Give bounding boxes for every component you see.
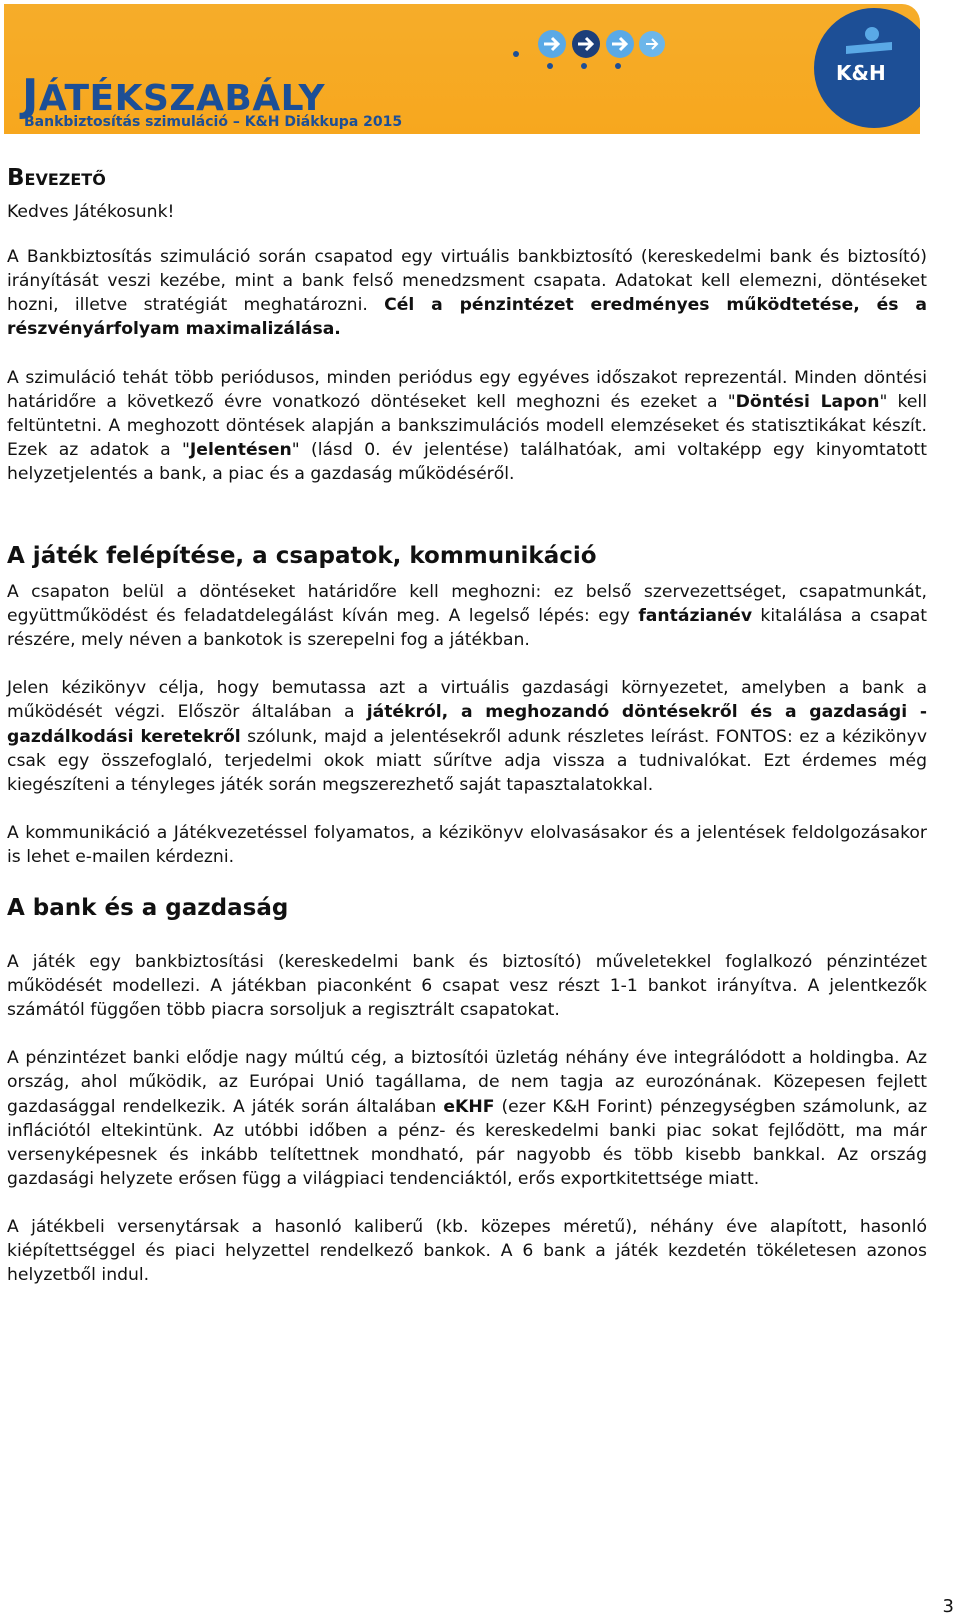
paragraph: A kommunikáció a Játékvezetéssel folyamatos, a kézikönyv elolvasásakor és a jelentések feldolgozásakor is lehet e-mailen kérdezni.: [7, 822, 927, 867]
kh-logo: [812, 4, 920, 134]
intro-section: [7, 166, 927, 486]
paragraph: A játékbeli versenytársak a hasonló kaliberű (kb. közepes méretű), néhány éve alapított, hasonló kiépítettséggel és piaci helyzettel rendelkező bankok. A 6 bank a játék kezdetén tökéletesen azonos helyzetből indul.: [7, 1216, 927, 1286]
section-game-structure: [7, 544, 927, 869]
document-subtitle: Bankbiztosítás szimuláció – K&H Diákkupa 2015: [24, 114, 403, 130]
paragraph: A csapaton belül a döntéseket határidőre kell meghozni: ez belső szervezettséget, csapatmunkát, együttműködést és feladatdelegálást kíván meg. A legelső lépés: egy fantázianév kitalálása a csapat részére, mely néven a bankotok is szerepelni fog a játékban.: [7, 582, 927, 651]
arrow-icon: [538, 30, 566, 58]
section-heading: A játék felépítése, a csapatok, kommunikáció: [7, 543, 597, 569]
arrow-icon: [639, 31, 665, 57]
paragraph: Jelen kézikönyv célja, hogy bemutassa azt a virtuális gazdasági környezetet, amelyben a bank a működését végzi. Először általában a játékról, a meghozandó döntésekről és a gazdasági - gazdálkodási keretekről szólunk, majd a jelentésekről adunk részletes leírást. FONTOS: ez a kézikönyv csak egy összefoglaló, terjedelmi okok miatt sűrítve adja vissza a tudnivalókat. Ezt érdemes még kiegészíteni a tényleges játék során megszerezhető saját tapasztalatokkal.: [7, 678, 927, 795]
small-arrow-icon: [547, 63, 621, 69]
svg-text:K&H: K&H: [836, 61, 886, 85]
section-bank-economy: [7, 896, 927, 1287]
page-number: 3: [942, 1596, 954, 1617]
arrow-icon: [572, 30, 600, 58]
greeting: Kedves Játékosunk!: [7, 202, 175, 223]
intro-paragraph-2: A szimuláció tehát több periódusos, minden periódus egy egyéves időszakot reprezentál. Minden döntési határidőre a következő évre vonatkozó döntéseket kell meghozni és ezeket a "Döntési Lapon" kell feltüntetni. A meghozott döntések alapján a bankszimulációs modell elemzéseket és statisztikákat készít. Ezek az adatok a "Jelentésen" (lásd 0. év jelentése) találhatóak, ami voltaképp egy kinyomtatott helyzetjelentés a bank, a piac és a gazdaság működéséről.: [7, 367, 927, 484]
section-heading: A bank és a gazdaság: [7, 895, 289, 921]
arrow-icon: [606, 30, 634, 58]
arrow-icons-decoration: [512, 30, 702, 74]
intro-paragraph-1: A Bankbiztosítás szimuláció során csapatod egy virtuális bankbiztosító (kereskedelmi bank és biztosító) irányítását veszi kezébe, mint a bank felső menedzsment csapata. Adatokat kell elemezni, döntéseket hozni, illetve stratégiát meghatározni. Cél a pénzintézet eredményes működtetése, és a részvényárfolyam maximalizálása.: [7, 247, 927, 340]
paragraph: A játék egy bankbiztosítási (kereskedelmi bank és biztosító) műveletekkel foglalkozó pénzintézet működését modellezi. A játékban piaconként 6 csapat vesz részt 1-1 bankot irányítva. A jelentkezők számától függően több piacra sorsoljuk a regisztrált csapatokat.: [7, 952, 927, 1021]
paragraph: A pénzintézet banki elődje nagy múltú cég, a biztosítói üzletág néhány éve integrálódott a holdingba. Az ország, ahol működik, az Európai Unió tagállama, de nem tagja az eurozónának. Közepesen fejlett gazdasággal rendelkezik. A játék során általában eKHF (ezer K&H Forint) pénzegységben számolunk, az inflációtól eltekintünk. Az utóbbi időben a pénz- és kereskedelmi banki piac sokat fejlődött, ma már versenyképesnek és inkább telítettnek mondható, pár nagyobb és több kisebb bankkal. Az ország gazdasági helyzete erősen függ a világpiaci tendenciáktól, erős exportkitettsége miatt.: [7, 1048, 927, 1189]
arrow-icon: [513, 51, 519, 57]
document-title: JÁTÉKSZABÁLY: [22, 70, 326, 121]
header-banner: [4, 4, 920, 134]
intro-heading: Bevezető: [7, 165, 106, 191]
